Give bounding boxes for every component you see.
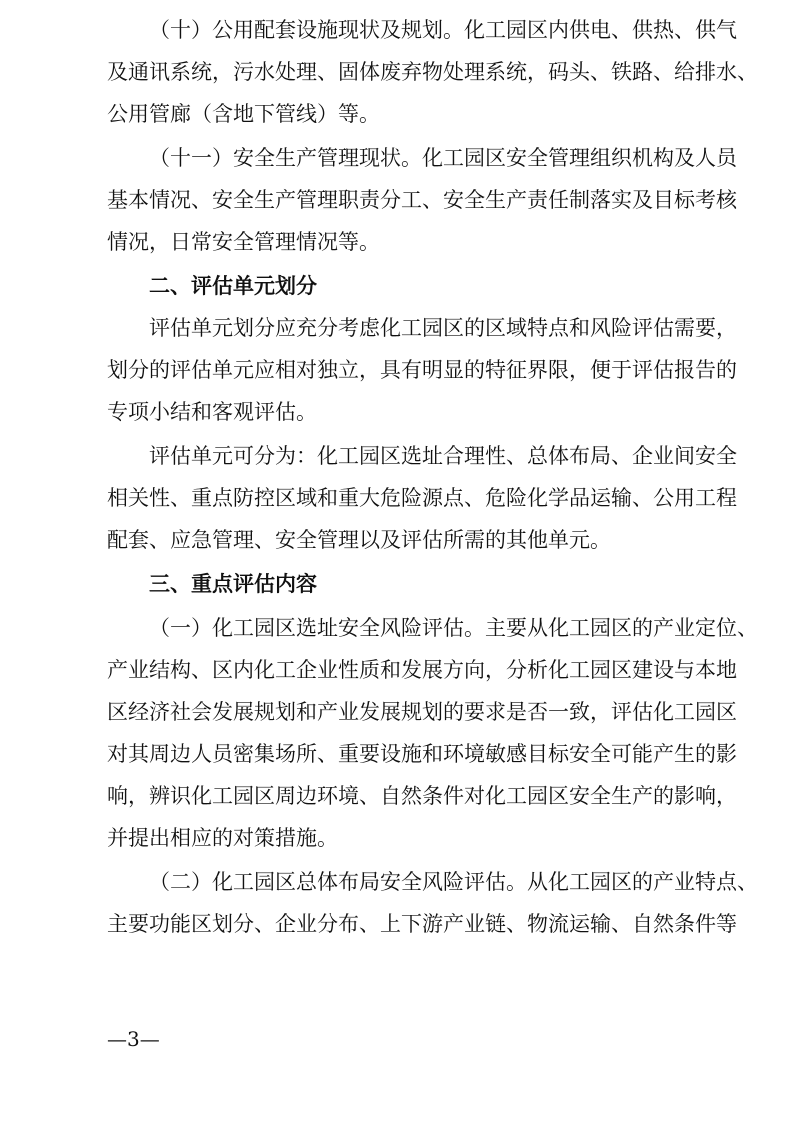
paragraph-line: 主要功能区划分、企业分布、上下游产业链、物流运输、自然条件等 — [107, 912, 737, 936]
paragraph-line: 情况，日常安全管理情况等。 — [107, 230, 380, 254]
section-heading: 三、重点评估内容 — [149, 572, 317, 596]
paragraph-line: 配套、应急管理、安全管理以及评估所需的其他单元。 — [107, 528, 611, 552]
page-number: —3— — [107, 1027, 160, 1051]
paragraph-line: （十一）安全生产管理现状。化工园区安全管理组织机构及人员 — [149, 146, 737, 170]
paragraph-line: 并提出相应的对策措施。 — [107, 826, 338, 850]
paragraph-line: （二）化工园区总体布局安全风险评估。从化工园区的产业特点、 — [149, 870, 758, 894]
paragraph-line: 产业结构、区内化工企业性质和发展方向，分析化工园区建设与本地 — [107, 658, 737, 682]
section-heading: 二、评估单元划分 — [149, 274, 317, 298]
paragraph-line: 相关性、重点防控区域和重大危险源点、危险化学品运输、公用工程 — [107, 486, 737, 510]
paragraph-line: 评估单元划分应充分考虑化工园区的区域特点和风险评估需要， — [149, 316, 737, 340]
paragraph-line: 及通讯系统，污水处理、固体废弃物处理系统，码头、铁路、给排水、 — [107, 60, 758, 84]
paragraph-line: 公用管廊（含地下管线）等。 — [107, 102, 380, 126]
paragraph-line: （一）化工园区选址安全风险评估。主要从化工园区的产业定位、 — [149, 616, 758, 640]
paragraph-line: 基本情况、安全生产管理职责分工、安全生产责任制落实及目标考核 — [107, 188, 737, 212]
paragraph-line: 划分的评估单元应相对独立，具有明显的特征界限，便于评估报告的 — [107, 358, 737, 382]
paragraph-line: 专项小结和客观评估。 — [107, 400, 317, 424]
paragraph-line: （十）公用配套设施现状及规划。化工园区内供电、供热、供气 — [149, 18, 737, 42]
paragraph-line: 响，辨识化工园区周边环境、自然条件对化工园区安全生产的影响， — [107, 784, 737, 808]
paragraph-line: 评估单元可分为：化工园区选址合理性、总体布局、企业间安全 — [149, 444, 737, 468]
paragraph-line: 区经济社会发展规划和产业发展规划的要求是否一致，评估化工园区 — [107, 700, 737, 724]
paragraph-line: 对其周边人员密集场所、重要设施和环境敏感目标安全可能产生的影 — [107, 742, 737, 766]
